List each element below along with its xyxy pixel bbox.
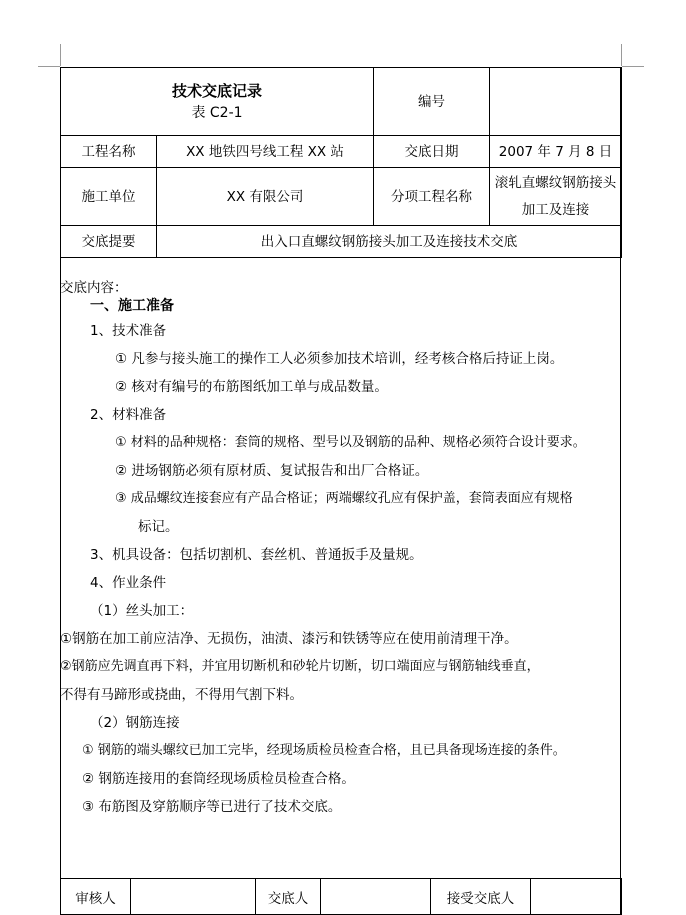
crop-mark-right-horizontal [622, 66, 644, 67]
crop-mark-left-vertical [60, 44, 61, 66]
work-conditions-heading: 4、作业条件 [90, 575, 167, 591]
crop-mark-left-horizontal [38, 66, 60, 67]
connection-heading: （2）钢筋连接 [90, 715, 180, 731]
project-name-value: XX 地铁四号线工程 XX 站 [157, 136, 374, 168]
number-label: 编号 [374, 68, 490, 136]
material-item-1: ① 材料的品种规格：套筒的规格、型号以及钢筋的品种、规格必须符合设计要求。 [115, 435, 586, 450]
content-intro: 交底内容： [60, 280, 128, 296]
thread-item-2: ②钢筋应先调直再下料，并宜用切断机和砂轮片切断，切口端面应与钢筋轴线垂直， [60, 659, 540, 674]
signature-table [60, 878, 622, 915]
material-item-2: ② 进场钢筋必须有原材质、复试报告和出厂合格证。 [115, 463, 429, 479]
summary-label: 交底提要 [61, 226, 157, 258]
thread-item-2-cont: 不得有马蹄形或挠曲，不得用气割下料。 [60, 687, 303, 703]
thread-processing-heading: （1）丝头加工： [90, 603, 194, 619]
project-name-label: 工程名称 [61, 136, 157, 168]
receiver-field [531, 879, 622, 915]
date-label: 交底日期 [374, 136, 490, 168]
header-table [60, 67, 622, 258]
summary-value: 出入口直螺纹钢筋接头加工及连接技术交底 [157, 226, 622, 258]
connection-item-3: ③ 布筋图及穿筋顺序等已进行了技术交底。 [82, 799, 342, 815]
section-heading: 一、施工准备 [90, 298, 174, 314]
thread-item-1: ①钢筋在加工前应洁净、无损伤，油渍、漆污和铁锈等应在使用前清理干净。 [60, 631, 518, 647]
receiver-label: 接受交底人 [431, 879, 531, 915]
tech-prep-heading: 1、技术准备 [90, 323, 167, 339]
crop-mark-right-vertical [621, 44, 622, 66]
title-cell [61, 68, 374, 136]
subitem-value [490, 168, 622, 226]
subitem-line-1: 滚轧直螺纹钢筋接头 [494, 174, 617, 191]
reviewer-label: 审核人 [61, 879, 131, 915]
connection-item-1: ① 钢筋的端头螺纹已加工完毕，经现场质检员检查合格，且已具备现场连接的条件。 [82, 743, 566, 758]
material-item-3: ③ 成品螺纹连接套应有产品合格证；两端螺纹孔应有保护盖，套筒表面应有规格 [115, 491, 573, 506]
number-value [490, 68, 622, 136]
unit-label: 施工单位 [61, 168, 157, 226]
discloser-label: 交底人 [256, 879, 321, 915]
material-item-3-cont: 标记。 [138, 519, 179, 535]
tech-item-1: ① 凡参与接头施工的操作工人必须参加技术培训，经考核合格后持证上岗。 [115, 351, 564, 367]
reviewer-field [131, 879, 256, 915]
form-number: 表 C2-1 [191, 104, 243, 121]
discloser-field [321, 879, 431, 915]
unit-value: XX 有限公司 [157, 168, 374, 226]
subitem-line-2: 加工及连接 [521, 201, 590, 218]
connection-item-2: ② 钢筋连接用的套筒经现场质检员检查合格。 [82, 771, 355, 787]
material-prep-heading: 2、材料准备 [90, 407, 167, 423]
tech-item-2: ② 核对有编号的布筋图纸加工单与成品数量。 [115, 379, 388, 395]
date-value: 2007 年 7 月 8 日 [490, 136, 622, 168]
equipment-line: 3、机具设备：包括切割机、套丝机、普通扳手及量规。 [90, 547, 423, 563]
subitem-label: 分项工程名称 [374, 168, 490, 226]
document-title: 技术交底记录 [172, 81, 263, 100]
